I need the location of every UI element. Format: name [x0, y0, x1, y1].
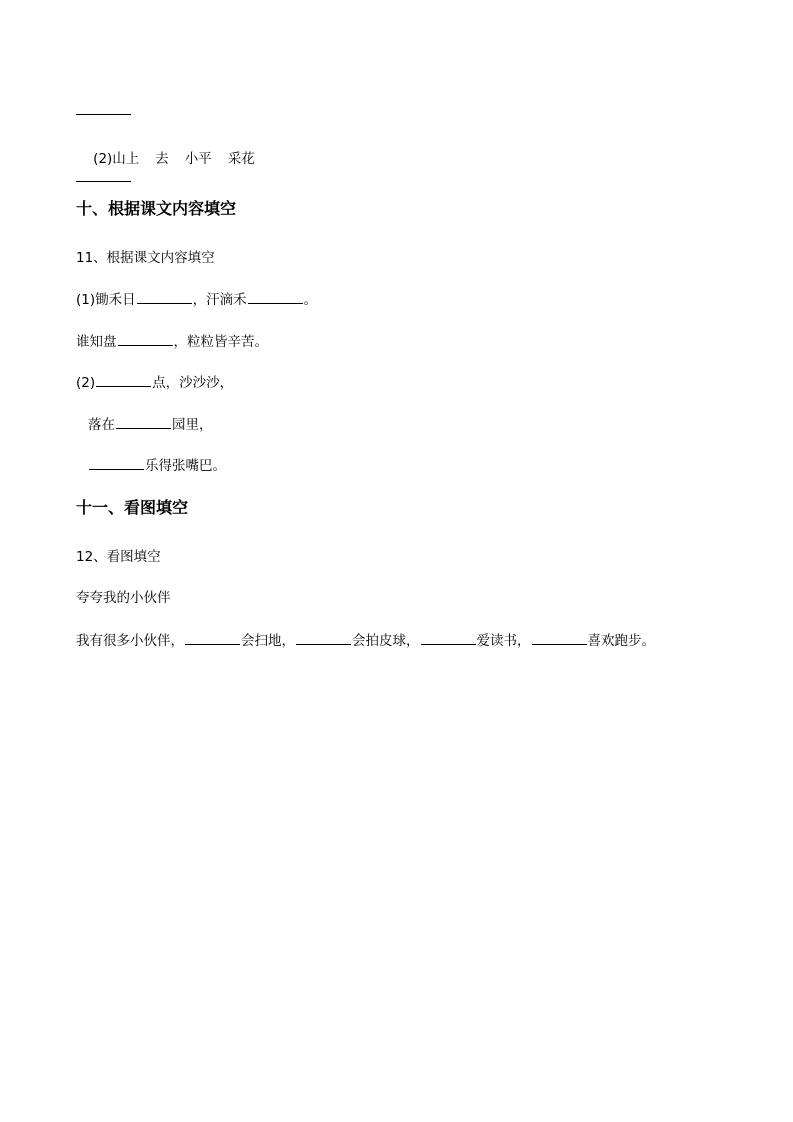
text: (1)锄禾日	[76, 292, 136, 308]
section-heading-11: 十一、看图填空	[76, 498, 189, 517]
word-item: 山上	[112, 151, 140, 167]
poem-line-1	[76, 290, 317, 309]
fill-blank[interactable]	[116, 415, 171, 429]
text: 爱读书，	[476, 633, 531, 649]
passage-title: 夸夸我的小伙伴	[76, 590, 171, 606]
text: 乐得张嘴巴。	[145, 458, 226, 474]
question-11-title: 11、根据课文内容填空	[76, 250, 215, 266]
word-order-question-part2	[76, 132, 255, 186]
word-item: 去	[155, 151, 169, 167]
answer-blank-line[interactable]	[76, 181, 131, 182]
text: (2)	[76, 375, 96, 391]
song-line-3	[88, 456, 226, 475]
word-item: 采花	[227, 151, 255, 167]
text: 。	[303, 292, 318, 308]
passage-sentence	[76, 631, 655, 650]
text: ，粒粒皆辛苦。	[173, 334, 268, 350]
text: ，汗滴禾	[192, 292, 247, 308]
fill-blank[interactable]	[89, 456, 144, 470]
song-line-2	[88, 415, 213, 434]
question-12-title: 12、看图填空	[76, 549, 161, 565]
fill-blank[interactable]	[96, 373, 151, 387]
fill-blank[interactable]	[118, 332, 173, 346]
text: 会扫地，	[241, 633, 295, 649]
text: 点，沙沙沙，	[152, 375, 234, 391]
text: 会拍皮球，	[352, 633, 420, 649]
fill-blank[interactable]	[296, 631, 351, 645]
text: 谁知盘	[76, 334, 117, 350]
fill-blank[interactable]	[248, 290, 303, 304]
fill-blank[interactable]	[137, 290, 192, 304]
answer-blank-line[interactable]	[76, 114, 131, 115]
text: 喜欢跑步。	[587, 633, 655, 649]
word-item: 小平	[184, 151, 212, 167]
fill-blank[interactable]	[532, 631, 587, 645]
poem-line-2	[76, 332, 268, 351]
part-number: (2)	[93, 151, 113, 167]
fill-blank[interactable]	[421, 631, 476, 645]
text: 园里，	[172, 417, 213, 433]
fill-blank[interactable]	[185, 631, 240, 645]
section-heading-10: 十、根据课文内容填空	[76, 199, 237, 218]
text: 我有很多小伙伴，	[76, 633, 184, 649]
song-line-1	[76, 373, 233, 392]
text: 落在	[88, 417, 115, 433]
